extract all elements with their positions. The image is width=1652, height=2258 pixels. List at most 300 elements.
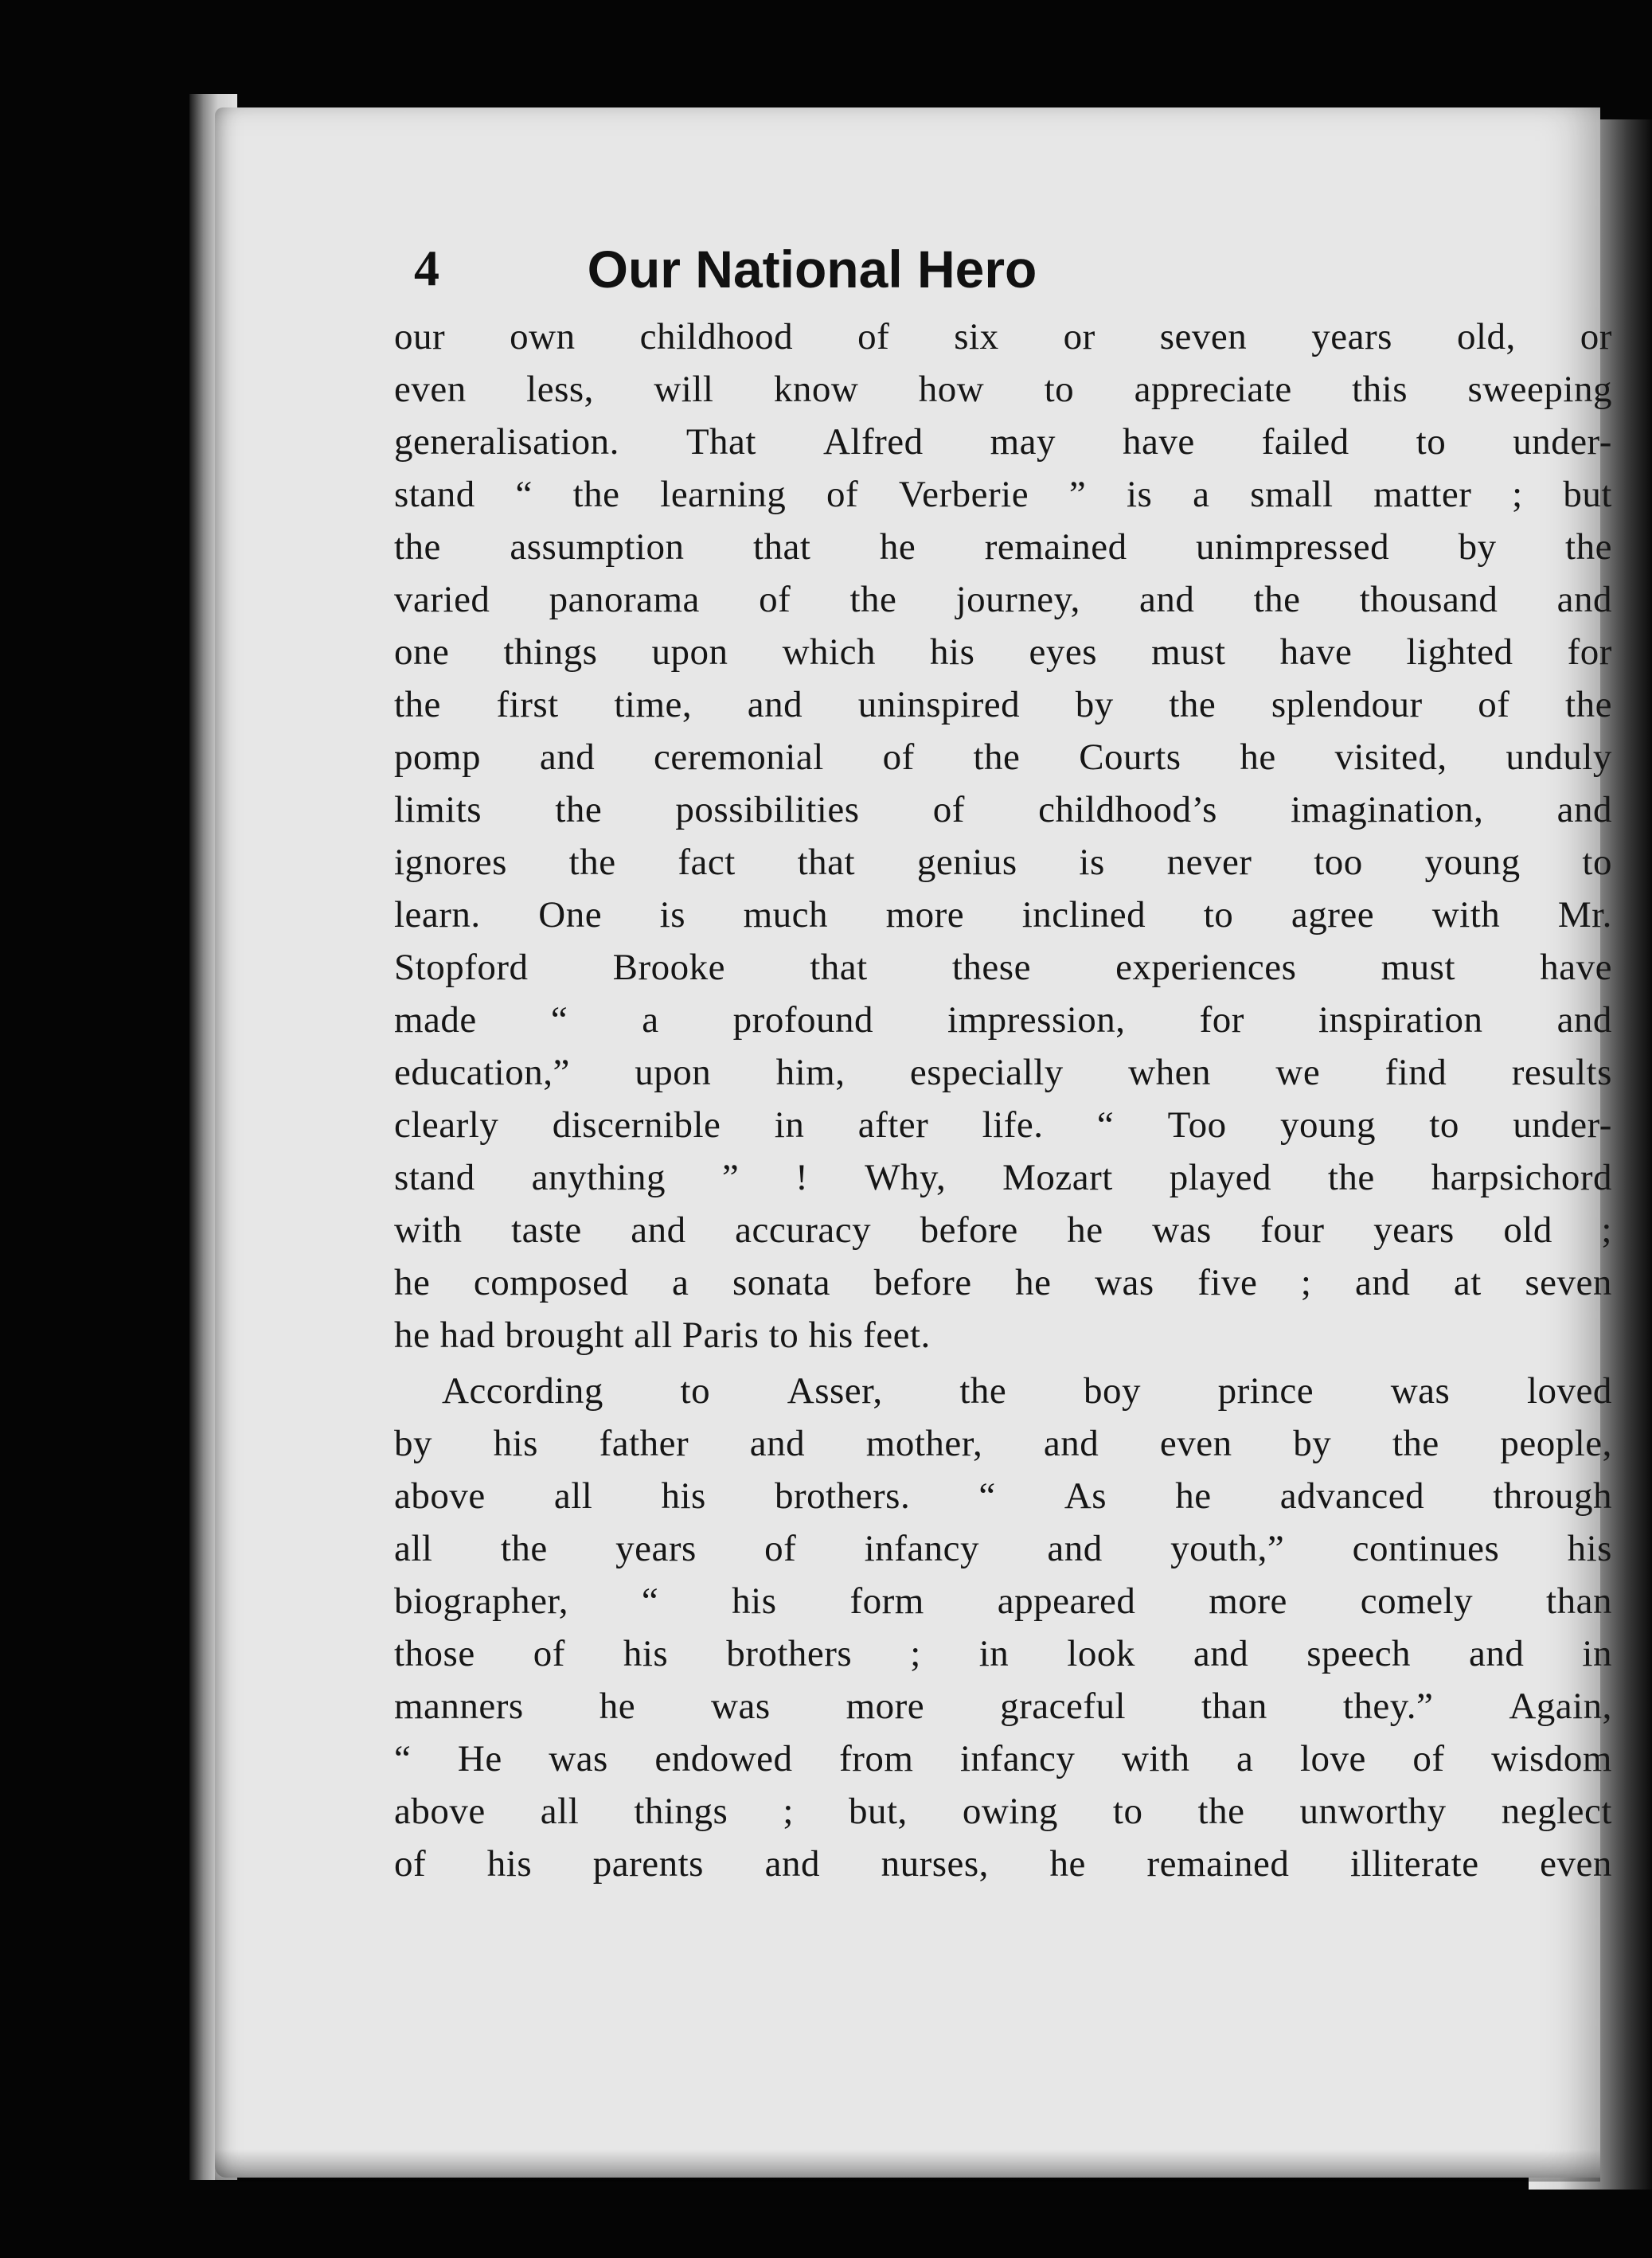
word: and — [1193, 1633, 1249, 1674]
word: he — [1049, 1843, 1086, 1885]
word: old, — [1456, 316, 1516, 357]
word: generalisation. — [394, 421, 619, 463]
word: but, — [848, 1791, 908, 1832]
word: than — [1201, 1686, 1267, 1727]
word: his — [661, 1475, 706, 1517]
word: was — [1152, 1209, 1212, 1251]
text-line — [394, 941, 1612, 994]
word: one — [394, 631, 450, 673]
word: and — [1139, 579, 1195, 620]
word: inclined — [1021, 894, 1146, 936]
text-line — [394, 1785, 1612, 1838]
word: of — [764, 1528, 797, 1569]
word: the — [555, 789, 603, 830]
word: visited, — [1334, 736, 1447, 778]
word: comely — [1360, 1580, 1474, 1622]
word: to — [1203, 894, 1234, 936]
word: years — [615, 1528, 697, 1569]
word: when — [1128, 1052, 1211, 1093]
word: or — [1580, 316, 1612, 357]
word: young — [1424, 842, 1521, 883]
text-line — [394, 783, 1612, 836]
word: above — [394, 1791, 486, 1832]
word: to — [1044, 369, 1075, 410]
word: stand — [394, 474, 475, 515]
word: was — [711, 1686, 771, 1727]
word: ! — [795, 1157, 809, 1198]
word: owing — [962, 1791, 1058, 1832]
word: “ — [1096, 1104, 1115, 1146]
text-line — [394, 573, 1612, 626]
word: ; — [1601, 1209, 1612, 1251]
word: anything — [531, 1157, 666, 1198]
text-line — [394, 1256, 1612, 1309]
word: before — [920, 1209, 1018, 1251]
word: upon — [635, 1052, 712, 1093]
paragraph-2 — [394, 1365, 1612, 1890]
word: imagination, — [1291, 789, 1484, 830]
word: his — [493, 1423, 538, 1464]
word: know — [773, 369, 859, 410]
word: to — [1582, 842, 1612, 883]
word: As — [1064, 1475, 1107, 1517]
word: the — [1197, 1791, 1245, 1832]
word: a — [642, 999, 659, 1041]
word: have — [1122, 421, 1195, 463]
word: small — [1250, 474, 1334, 515]
word: a — [1236, 1738, 1254, 1779]
text-line — [394, 1575, 1612, 1627]
word: more — [1209, 1580, 1287, 1622]
body-text — [394, 311, 1612, 1890]
word: and — [1556, 579, 1612, 620]
word: for — [1199, 999, 1244, 1041]
word: especially — [909, 1052, 1064, 1093]
word: his — [1567, 1528, 1612, 1569]
word: by — [1293, 1423, 1332, 1464]
word: and — [1047, 1528, 1103, 1569]
word: of — [826, 474, 859, 515]
word: of — [394, 1843, 427, 1885]
word: Brooke — [612, 947, 726, 988]
word: ; — [910, 1633, 921, 1674]
word: Verberie — [898, 474, 1029, 515]
word: his — [930, 631, 975, 673]
word: must — [1381, 947, 1456, 988]
word: harpsichord — [1431, 1157, 1612, 1198]
word: That — [685, 421, 756, 463]
word: more — [846, 1686, 925, 1727]
word: the — [959, 1370, 1007, 1412]
text-line — [394, 363, 1612, 416]
book-page — [215, 107, 1612, 2178]
word: find — [1384, 1052, 1447, 1093]
word: that — [752, 526, 811, 568]
word: from — [839, 1738, 914, 1779]
word: much — [743, 894, 829, 936]
word: “ — [394, 1738, 412, 1779]
word: One — [538, 894, 603, 936]
word: he — [394, 1262, 431, 1303]
word: but — [1563, 474, 1612, 515]
word: speech — [1306, 1633, 1412, 1674]
word: to — [1112, 1791, 1143, 1832]
word: which — [782, 631, 876, 673]
word: agree — [1291, 894, 1375, 936]
word: under- — [1513, 1104, 1612, 1146]
word: he — [599, 1686, 636, 1727]
text-line — [394, 1417, 1612, 1470]
word: with — [1121, 1738, 1190, 1779]
word: less, — [526, 369, 594, 410]
word: is — [1079, 842, 1105, 883]
word: assumption — [510, 526, 685, 568]
text-line — [394, 889, 1612, 941]
word: limits — [394, 789, 482, 830]
text-line — [394, 836, 1612, 889]
word: the — [568, 842, 616, 883]
word: for — [1567, 631, 1612, 673]
word: stand — [394, 1157, 475, 1198]
word: those — [394, 1633, 475, 1674]
word: thousand — [1359, 579, 1498, 620]
word: infancy — [959, 1738, 1076, 1779]
word: unimpressed — [1196, 526, 1390, 568]
word: the — [849, 579, 897, 620]
word: wisdom — [1491, 1738, 1612, 1779]
word: things — [634, 1791, 728, 1832]
word: ; — [1512, 474, 1523, 515]
word: the — [394, 526, 441, 568]
text-line — [394, 1522, 1612, 1575]
word: inspiration — [1318, 999, 1483, 1041]
word: by — [394, 1423, 432, 1464]
word: may — [990, 421, 1056, 463]
word: taste — [511, 1209, 582, 1251]
word: brothers. — [774, 1475, 911, 1517]
word: upon — [651, 631, 728, 673]
word: the — [500, 1528, 548, 1569]
word: in — [978, 1633, 1010, 1674]
word: mother, — [865, 1423, 983, 1464]
word: Stopford — [394, 947, 529, 988]
word: “ — [550, 999, 568, 1041]
word: with — [394, 1209, 463, 1251]
word: panorama — [549, 579, 700, 620]
word: people, — [1500, 1423, 1612, 1464]
word: or — [1063, 316, 1095, 357]
word: even — [1540, 1843, 1612, 1885]
word: love — [1299, 1738, 1366, 1779]
word: made — [394, 999, 477, 1041]
word: of — [857, 316, 890, 357]
word: with — [1431, 894, 1501, 936]
word: the — [1392, 1423, 1439, 1464]
word: have — [1540, 947, 1612, 988]
word: Again, — [1509, 1686, 1612, 1727]
word: possibilities — [675, 789, 860, 830]
word: splendour — [1271, 684, 1423, 725]
word: his — [486, 1843, 533, 1885]
word: failed — [1261, 421, 1349, 463]
word: boy — [1083, 1370, 1141, 1412]
word: sonata — [732, 1262, 831, 1303]
word: of — [932, 789, 965, 830]
word: clearly — [394, 1104, 499, 1146]
word: at — [1453, 1262, 1482, 1303]
word: unworthy — [1299, 1791, 1447, 1832]
word: was — [1095, 1262, 1154, 1303]
word: is — [659, 894, 686, 936]
word: his — [623, 1633, 669, 1674]
word: varied — [394, 579, 490, 620]
word: under- — [1513, 421, 1612, 463]
word: ignores — [394, 842, 507, 883]
word: and — [539, 736, 596, 778]
word: infancy — [864, 1528, 980, 1569]
word: journey, — [955, 579, 1080, 620]
word: remained — [1146, 1843, 1290, 1885]
text-line — [394, 1680, 1612, 1733]
word: things — [503, 631, 598, 673]
word: all — [394, 1528, 433, 1569]
word: and — [1043, 1423, 1099, 1464]
word: parents — [592, 1843, 704, 1885]
word: we — [1275, 1052, 1321, 1093]
word: experiences — [1115, 947, 1297, 988]
word: the — [572, 474, 620, 515]
word: results — [1511, 1052, 1612, 1093]
text-line — [394, 1470, 1612, 1522]
word: Courts — [1079, 736, 1181, 778]
word: ; — [783, 1791, 794, 1832]
word: education,” — [394, 1052, 570, 1093]
word: before — [873, 1262, 972, 1303]
word: “ — [641, 1580, 659, 1622]
paragraph-1 — [394, 311, 1612, 1361]
word: of — [1478, 684, 1510, 725]
word: the — [1565, 526, 1612, 568]
text-line: he had brought all Paris to his feet. — [394, 1315, 931, 1356]
word: than — [1546, 1580, 1612, 1622]
word: ” — [1068, 474, 1087, 515]
word: six — [954, 316, 999, 357]
word: youth,” — [1170, 1528, 1285, 1569]
word: will — [654, 369, 714, 410]
word: too — [1314, 842, 1363, 883]
word: and — [747, 684, 803, 725]
text-line — [394, 1046, 1612, 1099]
word: brothers — [726, 1633, 853, 1674]
word: he — [1240, 736, 1276, 778]
word: five — [1197, 1262, 1258, 1303]
word: to — [1416, 421, 1447, 463]
word: years — [1373, 1209, 1455, 1251]
word: four — [1260, 1209, 1325, 1251]
word: endowed — [654, 1738, 793, 1779]
word: these — [951, 947, 1031, 988]
text-line — [394, 1733, 1612, 1785]
text-line — [394, 521, 1612, 573]
text-line — [394, 468, 1612, 521]
word: that — [810, 947, 868, 988]
word: Why, — [865, 1157, 947, 1198]
word: years — [1311, 316, 1392, 357]
word: he — [1067, 1209, 1103, 1251]
word: through — [1493, 1475, 1612, 1517]
word: father — [599, 1423, 689, 1464]
word: they.” — [1342, 1686, 1434, 1727]
word: Asser, — [787, 1370, 883, 1412]
word: in — [1582, 1633, 1612, 1674]
word: look — [1067, 1633, 1135, 1674]
text-line — [394, 678, 1612, 731]
word: and — [764, 1843, 820, 1885]
word: accuracy — [735, 1209, 872, 1251]
word: of — [882, 736, 915, 778]
word: childhood — [639, 316, 794, 357]
word: how — [918, 369, 985, 410]
word: Mr. — [1557, 894, 1612, 936]
word: of — [1412, 1738, 1445, 1779]
word: genius — [916, 842, 1017, 883]
word: Mozart — [1002, 1157, 1113, 1198]
word: was — [1390, 1370, 1451, 1412]
word: He — [457, 1738, 502, 1779]
word: him, — [775, 1052, 846, 1093]
word: childhood’s — [1038, 789, 1217, 830]
word: all — [540, 1791, 580, 1832]
word: a — [672, 1262, 689, 1303]
word: our — [394, 316, 446, 357]
word: never — [1166, 842, 1252, 883]
word: graceful — [1000, 1686, 1127, 1727]
word: appreciate — [1134, 369, 1292, 410]
word: ; — [1300, 1262, 1312, 1303]
word: Too — [1167, 1104, 1227, 1146]
word: the — [1169, 684, 1217, 725]
word: unduly — [1506, 736, 1612, 778]
word: he — [1015, 1262, 1052, 1303]
text-line — [394, 731, 1612, 783]
word: and — [631, 1209, 686, 1251]
word: ceremonial — [654, 736, 824, 778]
page-bottom-shadow — [215, 2150, 1600, 2182]
page-number: 4 — [414, 240, 439, 296]
word: even — [394, 369, 467, 410]
word: he — [879, 526, 916, 568]
word: after — [857, 1104, 929, 1146]
word: Alfred — [822, 421, 924, 463]
word: matter — [1373, 474, 1472, 515]
word: form — [849, 1580, 924, 1622]
word: illiterate — [1349, 1843, 1479, 1885]
word: old — [1503, 1209, 1552, 1251]
word: ” — [721, 1157, 740, 1198]
word: eyes — [1029, 631, 1098, 673]
word: even — [1159, 1423, 1232, 1464]
word: by — [1458, 526, 1497, 568]
word: of — [533, 1633, 565, 1674]
word: the — [394, 684, 441, 725]
word: “ — [978, 1475, 996, 1517]
word: nurses, — [881, 1843, 989, 1885]
word: he — [1175, 1475, 1212, 1517]
text-line — [394, 311, 1612, 363]
word: and — [749, 1423, 806, 1464]
word: continues — [1352, 1528, 1500, 1569]
word: and — [1556, 999, 1612, 1041]
word: a — [1193, 474, 1210, 515]
text-line — [394, 1365, 1612, 1417]
word: first — [496, 684, 559, 725]
word: the — [1565, 684, 1612, 725]
word: more — [885, 894, 965, 936]
word: and — [1556, 789, 1612, 830]
text-line — [394, 1151, 1612, 1204]
word: this — [1352, 369, 1408, 410]
word: played — [1169, 1157, 1271, 1198]
word: According — [442, 1370, 603, 1412]
word: uninspired — [857, 684, 1021, 725]
word: prince — [1217, 1370, 1314, 1412]
word: remained — [984, 526, 1127, 568]
word: own — [510, 316, 576, 357]
word: the — [973, 736, 1021, 778]
word: seven — [1525, 1262, 1612, 1303]
word: fact — [678, 842, 736, 883]
word: in — [774, 1104, 805, 1146]
word: to — [680, 1370, 711, 1412]
word: lighted — [1406, 631, 1513, 673]
text-line — [394, 1099, 1612, 1151]
word: composed — [473, 1262, 629, 1303]
word: young — [1279, 1104, 1376, 1146]
word: discernible — [552, 1104, 721, 1146]
word: have — [1279, 631, 1353, 673]
word: seven — [1159, 316, 1248, 357]
text-line — [394, 1204, 1612, 1256]
word: life. — [982, 1104, 1044, 1146]
word: the — [1327, 1157, 1375, 1198]
word: of — [759, 579, 791, 620]
word: and — [1469, 1633, 1525, 1674]
word: loved — [1527, 1370, 1612, 1412]
word: and — [1354, 1262, 1411, 1303]
word: pomp — [394, 736, 482, 778]
word: all — [553, 1475, 593, 1517]
text-line — [394, 416, 1612, 468]
word: the — [1253, 579, 1301, 620]
text-line — [394, 994, 1612, 1046]
word: impression, — [947, 999, 1126, 1041]
word: sweeping — [1467, 369, 1612, 410]
word: neglect — [1501, 1791, 1612, 1832]
word: manners — [394, 1686, 524, 1727]
text-line — [394, 626, 1612, 678]
word: his — [732, 1580, 777, 1622]
text-line — [394, 1627, 1612, 1680]
word: “ — [515, 474, 533, 515]
word: must — [1151, 631, 1226, 673]
word: above — [394, 1475, 486, 1517]
word: appeared — [997, 1580, 1136, 1622]
word: learning — [660, 474, 787, 515]
word: to — [1429, 1104, 1459, 1146]
word: advanced — [1279, 1475, 1425, 1517]
word: was — [549, 1738, 608, 1779]
text-line — [394, 1838, 1612, 1890]
